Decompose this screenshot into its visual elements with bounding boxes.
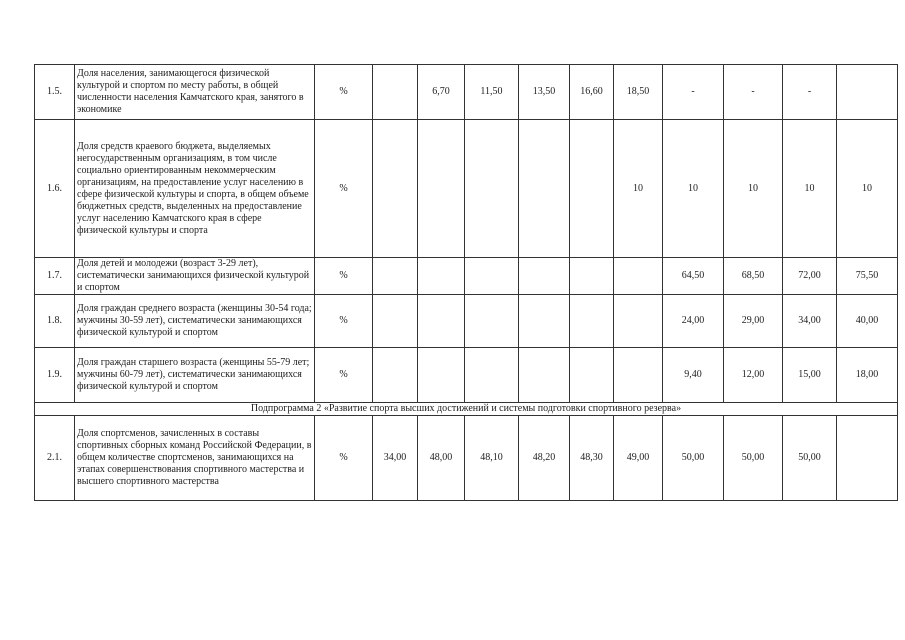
value-cell: 72,00: [783, 258, 837, 295]
value-cell: 68,50: [724, 258, 783, 295]
value-cell: [418, 258, 465, 295]
indicator-description: Доля средств краевого бюджета, выделяемых негосударственным организациям, в том числе социально ориентированным некоммерческим организациям, на предоставление услуг населению в сфере физической культуры и спорта, в общем объеме бюджетных средств, выделенных на предоставление услуг населению Камчатского края в сфере физической культуры и спорта: [75, 120, 315, 258]
value-cell: 48,10: [465, 416, 519, 501]
value-cell: [373, 258, 418, 295]
value-cell: [570, 348, 614, 403]
value-cell: 9,40: [663, 348, 724, 403]
value-cell: 64,50: [663, 258, 724, 295]
subprogram-title: Подпрограмма 2 «Развитие спорта высших достижений и системы подготовки спортивного резерва»: [35, 403, 898, 416]
value-cell: [465, 295, 519, 348]
value-cell: [519, 295, 570, 348]
value-cell: 50,00: [663, 416, 724, 501]
value-cell: [373, 295, 418, 348]
value-cell: 49,00: [614, 416, 663, 501]
value-cell: [614, 348, 663, 403]
value-cell: -: [724, 65, 783, 120]
indicator-description: Доля граждан среднего возраста (женщины 30-54 года; мужчины 30-59 лет), систематически занимающихся физической культурой и спортом: [75, 295, 315, 348]
table-row: [35, 295, 898, 348]
value-cell: [418, 120, 465, 258]
subprogram-row: [35, 403, 898, 416]
value-cell: [418, 348, 465, 403]
value-cell: [465, 348, 519, 403]
value-cell: [465, 258, 519, 295]
value-cell: 10: [614, 120, 663, 258]
row-number: 2.1.: [35, 416, 75, 501]
table-row: [35, 348, 898, 403]
value-cell: 11,50: [465, 65, 519, 120]
value-cell: 40,00: [837, 295, 898, 348]
value-cell: 34,00: [783, 295, 837, 348]
table-row: [35, 258, 898, 295]
row-number: 1.6.: [35, 120, 75, 258]
value-cell: 50,00: [783, 416, 837, 501]
row-number: 1.8.: [35, 295, 75, 348]
value-cell: [519, 120, 570, 258]
row-number: 1.5.: [35, 65, 75, 120]
value-cell: 13,50: [519, 65, 570, 120]
value-cell: 10: [663, 120, 724, 258]
indicators-table: [34, 64, 898, 501]
value-cell: 18,50: [614, 65, 663, 120]
value-cell: [570, 295, 614, 348]
value-cell: [837, 416, 898, 501]
unit-cell: %: [315, 348, 373, 403]
value-cell: 29,00: [724, 295, 783, 348]
value-cell: 15,00: [783, 348, 837, 403]
row-number: 1.9.: [35, 348, 75, 403]
value-cell: 6,70: [418, 65, 465, 120]
value-cell: 48,00: [418, 416, 465, 501]
value-cell: [373, 348, 418, 403]
unit-cell: %: [315, 120, 373, 258]
unit-cell: %: [315, 416, 373, 501]
value-cell: [614, 295, 663, 348]
value-cell: [570, 258, 614, 295]
indicator-description: Доля граждан старшего возраста (женщины 55-79 лет; мужчины 60-79 лет), систематически занимающихся физической культурой и спортом: [75, 348, 315, 403]
unit-cell: %: [315, 65, 373, 120]
value-cell: 10: [783, 120, 837, 258]
value-cell: 18,00: [837, 348, 898, 403]
table-row: [35, 65, 898, 120]
indicator-description: Доля населения, занимающегося физической культурой и спортом по месту работы, в общей численности населения Камчатского края, занятого в экономике: [75, 65, 315, 120]
value-cell: 48,30: [570, 416, 614, 501]
value-cell: 16,60: [570, 65, 614, 120]
table-row: [35, 416, 898, 501]
indicator-description: Доля детей и молодежи (возраст 3-29 лет), систематически занимающихся физической культурой и спортом: [75, 258, 315, 295]
value-cell: 75,50: [837, 258, 898, 295]
unit-cell: %: [315, 295, 373, 348]
value-cell: -: [783, 65, 837, 120]
value-cell: [614, 258, 663, 295]
value-cell: 10: [724, 120, 783, 258]
value-cell: 50,00: [724, 416, 783, 501]
value-cell: [465, 120, 519, 258]
value-cell: -: [663, 65, 724, 120]
value-cell: [519, 348, 570, 403]
value-cell: [373, 65, 418, 120]
value-cell: [519, 258, 570, 295]
unit-cell: %: [315, 258, 373, 295]
table-row: [35, 120, 898, 258]
value-cell: 48,20: [519, 416, 570, 501]
value-cell: [418, 295, 465, 348]
value-cell: 34,00: [373, 416, 418, 501]
indicator-description: Доля спортсменов, зачисленных в составы спортивных сборных команд Российской Федерации, в общем количестве спортсменов, занимающихся на этапах совершенствования спортивного мастерства и высшего спортивного мастерства: [75, 416, 315, 501]
value-cell: 24,00: [663, 295, 724, 348]
value-cell: [373, 120, 418, 258]
value-cell: [837, 65, 898, 120]
row-number: 1.7.: [35, 258, 75, 295]
value-cell: [570, 120, 614, 258]
value-cell: 10: [837, 120, 898, 258]
value-cell: 12,00: [724, 348, 783, 403]
